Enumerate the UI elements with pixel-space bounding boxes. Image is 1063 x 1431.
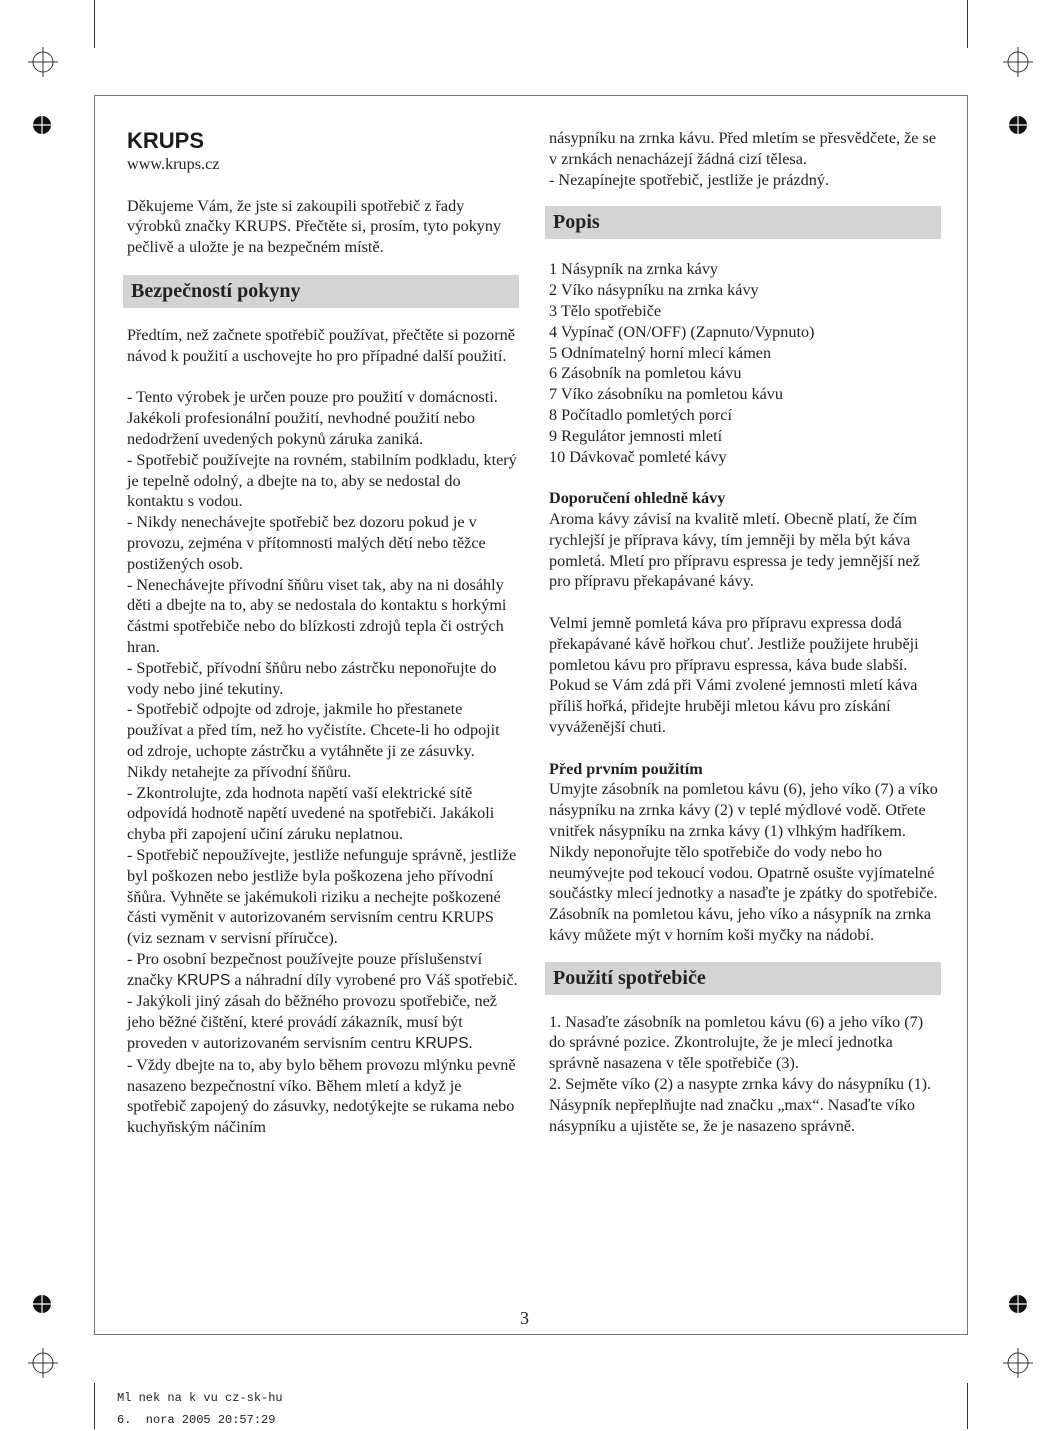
list-item: 1 Násypník na zrnka kávy	[549, 260, 719, 279]
list-item: 7 Víko zásobníku na pomletou kávu	[549, 385, 783, 404]
list-item: 8 Počítadlo pomletých porcí	[549, 405, 732, 424]
target-dot-icon	[32, 1294, 52, 1314]
registration-mark-icon	[1003, 47, 1033, 77]
list-item: 2 Víko násypníku na zrnka kávy	[549, 281, 759, 300]
list-item: 9 Regulátor jemnosti mletí	[549, 426, 723, 445]
safety-item: - Nikdy nenechávejte spotřebič bez dozoru pokud je v provozu, zejména v přítomnosti malých dětí nebo těžce postižených osob.	[127, 513, 486, 573]
continuation-text: násypníku na zrnka kávu. Před mletím se přesvědčete, že se v zrnkách nenacházejí žádná cizí tělesa.	[549, 129, 937, 168]
first-use-paragraph: Umyjte zásobník na pomletou kávu (6), jeho víko (7) a víko násypníku na zrnka kávy (2) v teplé mýdlové vodě. Otřete vnitřek násypníku na zrnka kávy (1) vlhkým hadříkem. Nikdy neponořujte tělo spotřebiče do vody nebo ho neumývejte pod tekoucí vodou. Opatrně osušte vyjímatelné součástky mlecí jednotky a nasaďte je zpátky do spotřebiče. Zásobník na pomletou kávu, jeho víko a násypník na zrnka kávy můžete mýt v horním koši myčky na nádobí.	[549, 780, 938, 944]
crop-mark-bottom-left	[94, 1383, 95, 1429]
brand-title: KRUPS	[127, 128, 205, 153]
popis-heading: Popis	[545, 206, 941, 239]
usage-step: 1. Nasaďte zásobník na pomletou kávu (6) a jeho víko (7) do správné pozice. Zkontrolujte, že je mlecí jednotka správně nasazena v těle spotřebiče (3).	[549, 1012, 924, 1073]
footer-timestamp: 6. nora 2005 20:57:29	[117, 1413, 276, 1427]
target-dot-icon	[1008, 1294, 1028, 1314]
registration-mark-icon	[1003, 1348, 1033, 1378]
crop-mark-top-right	[967, 0, 968, 48]
intro-paragraph: Děkujeme Vám, že jste si zakoupili spotřebič z řady výrobků značky KRUPS. Přečtěte si, prosím, tyto pokyny pečlivě a uložte je na bezpečném místě.	[127, 196, 502, 257]
usage-heading: Použití spotřebiče	[545, 962, 941, 995]
page-number: 3	[520, 1308, 529, 1328]
registration-mark-icon	[28, 1348, 58, 1378]
safety-item: - Zkontrolujte, zda hodnota napětí vaší elektrické sítě odpovídá hodnotě napětí uvedené na spotřebiči. Jakákoli chyba při zapojení učiní záruku neplatnou.	[127, 783, 495, 844]
target-dot-icon	[32, 115, 52, 135]
crop-mark-bottom-right	[967, 1383, 968, 1429]
parts-list	[549, 259, 941, 467]
list-item: 3 Tělo spotřebiče	[549, 301, 662, 320]
recommend-heading: Doporučení ohledně kávy	[549, 489, 726, 508]
safety-item-lid: - Vždy dbejte na to, aby bylo během provozu mlýnku pevně nasazeno bezpečnostní víko. Během mletí a když je spotřebič zapojený do zásuvky, nedotýkejte se rukama nebo kuchyňským náčiním	[127, 1055, 516, 1137]
left-column	[127, 128, 519, 1138]
safety-item: - Tento výrobek je určen pouze pro použití v domácnosti. Jakékoli profesionální použití, nevhodné použití nebo nedodržení uvedených pokynů záruka zaniká.	[127, 388, 498, 448]
safety-item: - Spotřebič nepoužívejte, jestliže nefunguje správně, jestliže byl poškozen nebo jestliže byla poškozena jeho přívodní šňůra. Vyhněte se jakémukoli riziku a nechejte poškozené části vyměnit v autorizovaném servisním centru KRUPS (viz seznam v servisní příručce).	[127, 845, 517, 948]
safety-item: - Spotřebič, přívodní šňůru nebo zástrčku neponořujte do vody nebo jiné tekutiny.	[127, 658, 497, 698]
list-item: 6 Zásobník na pomletou kávu	[549, 364, 742, 383]
usage-step: 2. Sejměte víko (2) a nasypte zrnka kávy do násypníku (1). Násypník nepřeplňujte nad značku „max“. Nasaďte víko násypníku a ujistěte se, že je nasazeno správně.	[549, 1075, 932, 1135]
website-link[interactable]: www.krups.cz	[127, 155, 220, 173]
safety-heading: Bezpečností pokyny	[123, 275, 519, 308]
recommend-paragraph-1: Aroma kávy závisí na kvalitě mletí. Obecně platí, že čím rychlejší je příprava kávy, tím jemněji by měla být káva pomletá. Mletí pro přípravu espressa je tedy jemnější než pro přípravu překapávané kávy.	[549, 509, 920, 591]
safety-intro: Předtím, než začnete spotřebič používat, přečtěte si pozorně návod k použití a uschovejte ho pro případné další použití.	[127, 325, 515, 365]
target-dot-icon	[1008, 115, 1028, 135]
empty-warning: - Nezapínejte spotřebič, jestliže je prázdný.	[549, 170, 830, 189]
safety-item: - Spotřebič používejte na rovném, stabilním podkladu, který je tepelně odolný, a dbejte na to, aby se nedostal do kontaktu s vodou.	[127, 450, 517, 511]
list-item: 4 Vypínač (ON/OFF) (Zapnuto/Vypnuto)	[549, 322, 815, 341]
registration-mark-icon	[28, 47, 58, 77]
list-item: 5 Odnímatelný horní mlecí kámen	[549, 343, 772, 362]
safety-item-accessories: - Pro osobní bezpečnost používejte pouze příslušenství značky KRUPS a náhradní díly vyrobené pro Váš spotřebič.	[127, 949, 518, 989]
crop-mark-top-left	[94, 0, 95, 48]
footer-filename: Ml nek na k vu cz-sk-hu	[117, 1391, 283, 1405]
list-item: 10 Dávkovač pomleté kávy	[549, 447, 727, 466]
safety-item: - Nenechávejte přívodní šňůru viset tak, aby na ni dosáhly děti a dbejte na to, aby se nedostala do kontaktu s horkými částmi spotřebiče nebo do blízkosti zdrojů tepla či ostrých hran.	[127, 575, 507, 656]
safety-item: - Spotřebič odpojte od zdroje, jakmile ho přestanete používat a před tím, než ho vyčistíte. Chcete-li ho odpojit od zdroje, uchopte zástrčku a vytáhněte ji ze zásuvky. Nikdy netahejte za přívodní šňůru.	[127, 700, 500, 781]
recommend-paragraph-2: Velmi jemně pomletá káva pro přípravu expressa dodá překapávané kávě hořkou chuť. Jestliže použijete hruběji pomletou kávu pro přípravu espressa, káva bude slabší. Pokud se Vám zdá při Vámi zvolené jemnosti mletí káva příliš hořká, přidejte hruběji mletou kávu pro získání vyváženější chuti.	[549, 613, 919, 736]
safety-item-repair: - Jakýkoli jiný zásah do běžného provozu spotřebiče, než jeho běžné čištění, které provádí zákazník, musí být proveden v autorizovaném servisním centru KRUPS.	[127, 992, 497, 1053]
right-column	[549, 128, 941, 1136]
print-footer	[117, 1387, 283, 1431]
first-use-heading: Před prvním použitím	[549, 759, 703, 778]
